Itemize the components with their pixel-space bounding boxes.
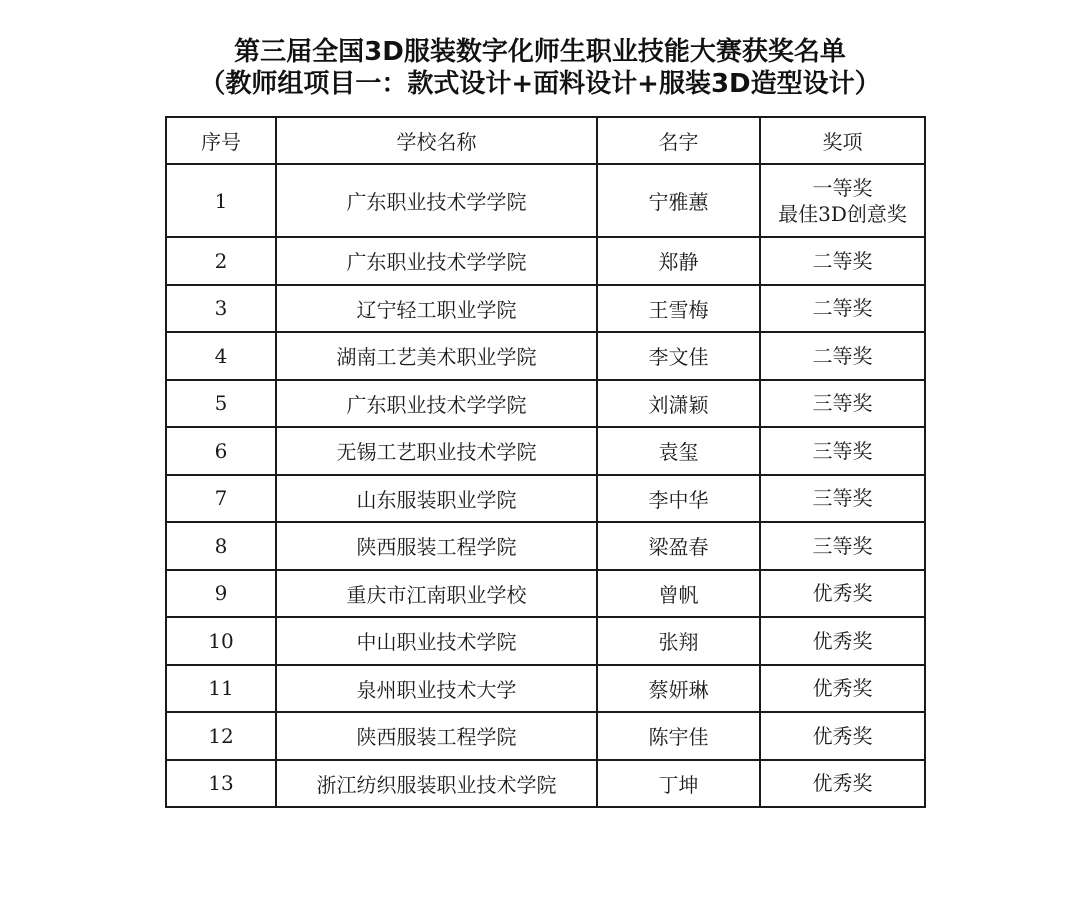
award-label: 优秀奖 [812, 676, 873, 701]
cell-no: 1 [166, 164, 276, 237]
table-row [166, 570, 925, 618]
cell-school: 泉州职业技术大学 [276, 665, 597, 713]
award-label: 二等奖 [812, 296, 873, 321]
document-subtitle: （教师组项目一：款式设计+面料设计+服装3D造型设计） [199, 69, 881, 99]
table-row [166, 332, 925, 380]
cell-name: 陈宇佳 [597, 712, 760, 760]
table-body [166, 164, 925, 807]
award-label: 三等奖 [812, 438, 873, 463]
award-label: 优秀奖 [812, 771, 873, 796]
cell-award [760, 712, 925, 760]
cell-no: 4 [166, 332, 276, 380]
table-row [166, 237, 925, 285]
table-row [166, 380, 925, 428]
header-name: 名字 [597, 117, 760, 164]
cell-school: 无锡工艺职业技术学院 [276, 427, 597, 475]
cell-no: 5 [166, 380, 276, 428]
award-label: 三等奖 [812, 486, 873, 511]
header-award: 奖项 [760, 117, 925, 164]
cell-award [760, 164, 925, 237]
cell-school: 山东服装职业学院 [276, 475, 597, 523]
cell-name: 郑静 [597, 237, 760, 285]
award-label: 三等奖 [812, 533, 873, 558]
award-label: 优秀奖 [812, 581, 873, 606]
table-row [166, 665, 925, 713]
table-row [166, 522, 925, 570]
cell-award [760, 427, 925, 475]
table-row [166, 475, 925, 523]
cell-name: 梁盈春 [597, 522, 760, 570]
cell-award [760, 760, 925, 808]
award-label: 三等奖 [812, 391, 873, 416]
cell-name: 刘潇颖 [597, 380, 760, 428]
cell-name: 张翔 [597, 617, 760, 665]
cell-school: 重庆市江南职业学校 [276, 570, 597, 618]
cell-name: 曾帆 [597, 570, 760, 618]
award-label: 二等奖 [812, 343, 873, 368]
cell-school: 辽宁轻工职业学院 [276, 285, 597, 333]
cell-award [760, 285, 925, 333]
cell-name: 王雪梅 [597, 285, 760, 333]
cell-no: 2 [166, 237, 276, 285]
cell-award [760, 380, 925, 428]
cell-name: 丁坤 [597, 760, 760, 808]
cell-no: 13 [166, 760, 276, 808]
award-label: 最佳3D创意奖 [778, 201, 907, 226]
award-label: 二等奖 [812, 248, 873, 273]
cell-no: 3 [166, 285, 276, 333]
cell-award [760, 332, 925, 380]
cell-no: 12 [166, 712, 276, 760]
cell-school: 中山职业技术学院 [276, 617, 597, 665]
cell-no: 10 [166, 617, 276, 665]
award-label: 优秀奖 [812, 723, 873, 748]
award-label: 一等奖 [812, 175, 873, 200]
cell-no: 8 [166, 522, 276, 570]
cell-award [760, 570, 925, 618]
document-title: 第三届全国3D服装数字化师生职业技能大赛获奖名单 [234, 37, 846, 67]
cell-no: 9 [166, 570, 276, 618]
awards-table [165, 116, 926, 808]
cell-award [760, 665, 925, 713]
table-header-row [166, 117, 925, 164]
cell-school: 陕西服装工程学院 [276, 522, 597, 570]
table-row [166, 760, 925, 808]
header-no: 序号 [166, 117, 276, 164]
cell-school: 湖南工艺美术职业学院 [276, 332, 597, 380]
award-label: 优秀奖 [812, 628, 873, 653]
cell-school: 广东职业技术学学院 [276, 380, 597, 428]
cell-award [760, 522, 925, 570]
cell-award [760, 237, 925, 285]
cell-no: 11 [166, 665, 276, 713]
cell-award [760, 475, 925, 523]
cell-name: 蔡妍琳 [597, 665, 760, 713]
cell-name: 袁玺 [597, 427, 760, 475]
table-row [166, 712, 925, 760]
header-school: 学校名称 [276, 117, 597, 164]
table-row [166, 427, 925, 475]
cell-school: 浙江纺织服装职业技术学院 [276, 760, 597, 808]
cell-award [760, 617, 925, 665]
cell-no: 7 [166, 475, 276, 523]
cell-name: 李中华 [597, 475, 760, 523]
table-row [166, 285, 925, 333]
cell-school: 广东职业技术学学院 [276, 164, 597, 237]
table-row [166, 617, 925, 665]
cell-school: 陕西服装工程学院 [276, 712, 597, 760]
cell-name: 宁雅蕙 [597, 164, 760, 237]
cell-no: 6 [166, 427, 276, 475]
table-row [166, 164, 925, 237]
cell-school: 广东职业技术学学院 [276, 237, 597, 285]
cell-name: 李文佳 [597, 332, 760, 380]
